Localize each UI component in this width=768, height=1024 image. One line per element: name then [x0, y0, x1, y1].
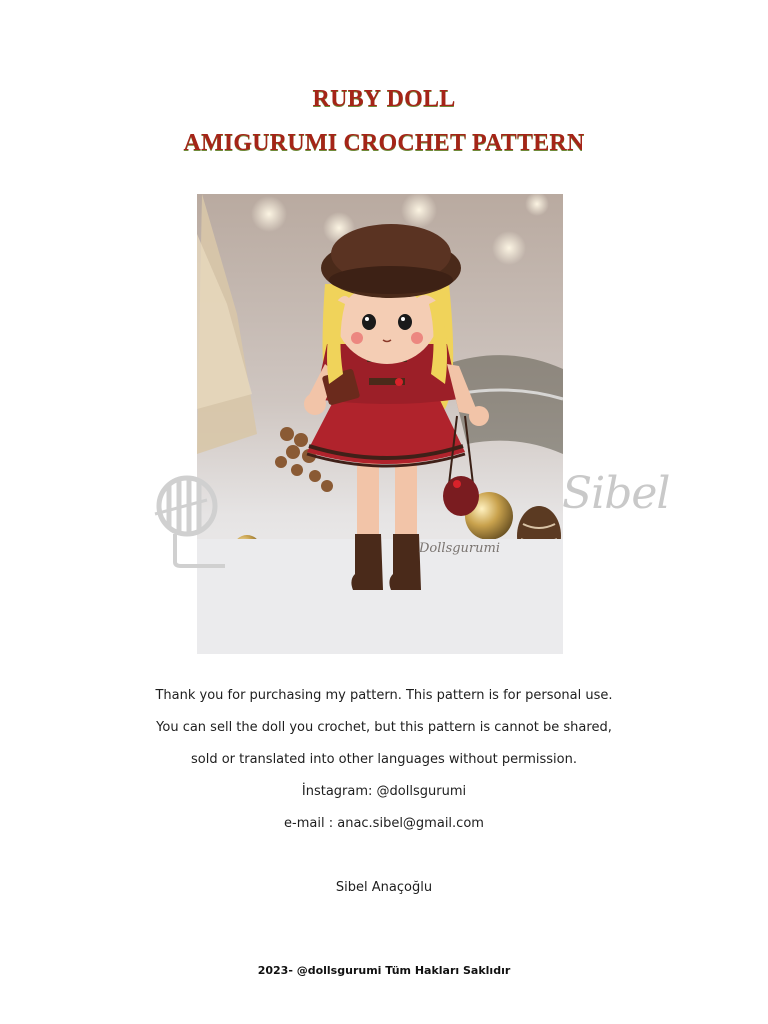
instagram-text: İnstagram: @dollsgurumi: [301, 784, 467, 799]
thanks-text: Thank you for purchasing my pattern. This pattern is for personal use.: [155, 688, 613, 703]
usage-text: You can sell the doll you crochet, but this pattern is cannot be shared,: [156, 720, 612, 735]
document-subtitle: AMIGURUMI CROCHET PATTERN: [183, 130, 585, 156]
document-title: RUBY DOLL: [312, 86, 456, 112]
photo-stamp: Dollsgurumi: [419, 541, 501, 556]
author-name: Sibel Anaçoğlu: [335, 880, 433, 895]
sibel-watermark: Sibel: [562, 468, 670, 519]
email-text: e-mail : anac.sibel@gmail.com: [284, 816, 484, 831]
yarn-logo-watermark: [145, 470, 225, 574]
copyright-footer: 2023- @dollsgurumi Tüm Hakları Saklıdır: [257, 964, 511, 977]
permission-text: sold or translated into other languages without permission.: [191, 752, 577, 767]
doll-photo: [197, 194, 563, 654]
